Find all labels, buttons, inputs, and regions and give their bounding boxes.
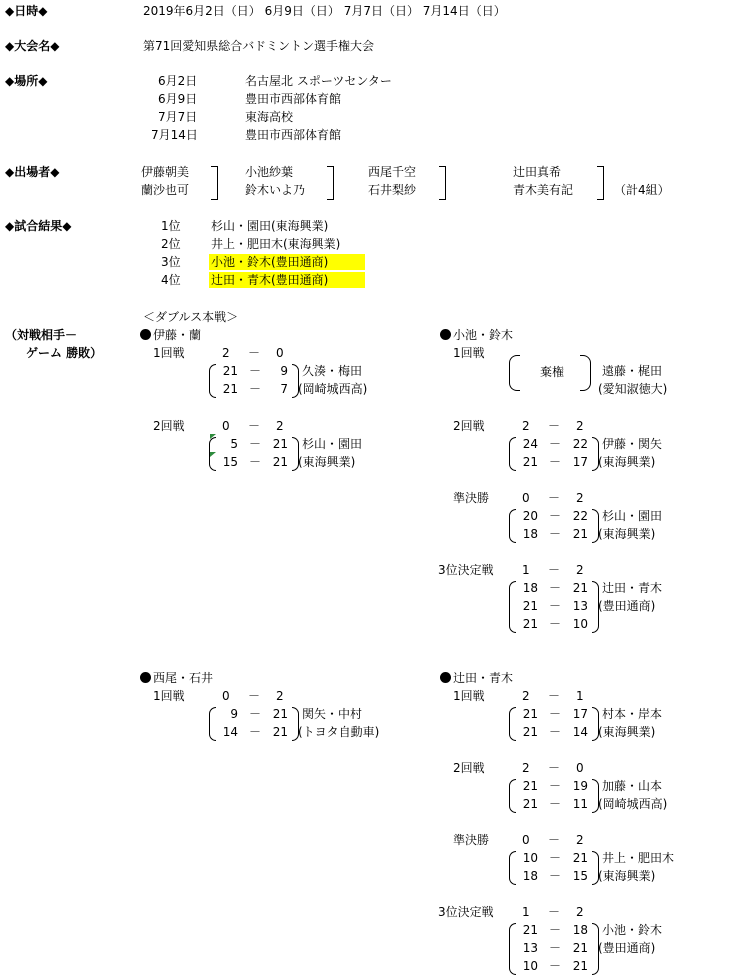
bracket-left	[509, 509, 516, 543]
match-score-dash: －	[548, 833, 561, 847]
match-score-dash: －	[248, 689, 261, 703]
bracket-right	[580, 355, 591, 391]
game-score-dash: －	[249, 364, 262, 378]
opponent-name: 小池・鈴木	[602, 923, 663, 937]
game-score-dash: －	[549, 797, 562, 811]
match-score-dash: －	[548, 761, 561, 775]
game-score-right: 17	[572, 707, 588, 721]
pair-bracket	[439, 166, 446, 200]
game-score-right: 17	[572, 455, 588, 469]
venue-place: 豊田市西部体育館	[245, 92, 342, 106]
match-score-left: 2	[522, 419, 530, 433]
game-score-right: 10	[572, 617, 588, 631]
opponent-name: 久湊・梅田	[302, 364, 363, 378]
match-score-left: 0	[522, 491, 530, 505]
match-score-dash: －	[548, 689, 561, 703]
game-score-left: 18	[522, 869, 538, 883]
pair-title	[140, 327, 201, 343]
game-score-right: 22	[572, 509, 588, 523]
bullet-icon	[140, 329, 151, 340]
match-score-left: 2	[222, 346, 230, 360]
game-score-right: 22	[572, 437, 588, 451]
game-score-dash: －	[549, 923, 562, 937]
match-score-left: 2	[522, 689, 530, 703]
event-label: ◆大会名◆	[5, 39, 60, 53]
pair-bracket	[327, 166, 334, 200]
round-label: 1回戦	[453, 689, 485, 703]
game-score-left: 21	[522, 923, 538, 937]
opponent-team: (岡崎城西高)	[598, 797, 668, 811]
venue-date: 6月2日	[158, 74, 198, 88]
round-label: 2回戦	[153, 419, 185, 433]
match-score-right: 0	[576, 761, 584, 775]
game-score-left: 14	[222, 725, 238, 739]
match-score-dash: －	[248, 419, 261, 433]
match-score-dash: －	[548, 905, 561, 919]
round-label: 3位決定戦	[438, 905, 494, 919]
match-score-right: 2	[576, 833, 584, 847]
pair-title	[440, 670, 513, 686]
opponent-team: (東海興業)	[598, 725, 656, 739]
game-score-dash: －	[249, 455, 262, 469]
game-score-dash: －	[549, 707, 562, 721]
bullet-icon	[440, 329, 451, 340]
match-score-right: 2	[276, 419, 284, 433]
bracket-left	[509, 581, 516, 633]
game-score-right: 18	[572, 923, 588, 937]
record-heading: ＜ダブルス本戦＞	[143, 310, 239, 324]
result-team-highlight: 辻田・青木(豊田通商)	[209, 272, 365, 288]
round-label: 1回戦	[153, 346, 185, 360]
result-rank: 4位	[161, 273, 181, 287]
game-score-left: 10	[522, 959, 538, 973]
match-score-left: 0	[222, 419, 230, 433]
match-score-right: 2	[576, 491, 584, 505]
game-score-left: 10	[522, 851, 538, 865]
match-score-right: 2	[576, 563, 584, 577]
results-label: ◆試合結果◆	[5, 219, 72, 233]
bullet-icon	[440, 672, 451, 683]
date-value: 2019年6月2日（日） 6月9日（日） 7月7日（日） 7月14日（日）	[143, 4, 506, 18]
player-name: 西尾千空	[368, 165, 417, 179]
game-score-dash: －	[549, 455, 562, 469]
player-name: 伊藤朝美	[141, 165, 190, 179]
game-score-dash: －	[249, 725, 262, 739]
game-score-right: 21	[572, 851, 588, 865]
game-score-dash: －	[549, 509, 562, 523]
match-score-left: 0	[522, 833, 530, 847]
bracket-left	[509, 437, 516, 471]
bracket-left	[509, 355, 520, 391]
players-label: ◆出場者◆	[5, 165, 60, 179]
opponent-name: 遠藤・梶田	[602, 364, 663, 378]
forfeit-label: 棄権	[540, 365, 565, 379]
game-score-left: 24	[522, 437, 538, 451]
game-score-dash: －	[549, 959, 562, 973]
match-score-left: 1	[522, 563, 530, 577]
round-label: 3位決定戦	[438, 563, 494, 577]
game-score-left: 18	[522, 581, 538, 595]
game-score-left: 21	[522, 617, 538, 631]
comment-marker-icon	[210, 434, 216, 439]
game-score-left: 9	[230, 707, 238, 721]
match-score-left: 2	[522, 761, 530, 775]
bracket-left	[209, 707, 216, 741]
game-score-right: 21	[572, 581, 588, 595]
result-team-highlight: 小池・鈴木(豊田通商)	[209, 254, 365, 270]
date-label: ◆日時◆	[5, 4, 48, 18]
game-score-left: 20	[522, 509, 538, 523]
game-score-right: 21	[572, 527, 588, 541]
result-rank: 2位	[161, 237, 181, 251]
player-name: 青木美有記	[513, 183, 574, 197]
match-score-dash: －	[248, 346, 261, 360]
round-label: 2回戦	[453, 761, 485, 775]
game-score-right: 13	[572, 599, 588, 613]
opponent-team: (東海興業)	[298, 455, 356, 469]
game-score-dash: －	[549, 941, 562, 955]
opponent-name: 井上・肥田木	[602, 851, 675, 865]
opponent-name: 杉山・園田	[302, 437, 363, 451]
match-score-left: 1	[522, 905, 530, 919]
opponent-team: (東海興業)	[598, 527, 656, 541]
pair-title	[140, 670, 213, 686]
game-score-left: 21	[522, 797, 538, 811]
opponent-team: (東海興業)	[598, 455, 656, 469]
opponent-team: (豊田通商)	[598, 941, 656, 955]
game-score-right: 7	[280, 382, 288, 396]
game-score-right: 21	[272, 725, 288, 739]
game-score-dash: －	[549, 527, 562, 541]
pair-name: 伊藤・蘭	[153, 328, 202, 342]
game-score-left: 21	[522, 725, 538, 739]
opponent-name: 関矢・中村	[302, 707, 363, 721]
opponent-name: 加藤・山本	[602, 779, 663, 793]
opponent-team: (岡崎城西高)	[298, 382, 368, 396]
game-score-dash: －	[549, 617, 562, 631]
pair-name: 小池・鈴木	[453, 328, 514, 342]
game-score-right: 21	[572, 959, 588, 973]
game-score-left: 18	[522, 527, 538, 541]
game-score-dash: －	[549, 779, 562, 793]
opponent-team: (豊田通商)	[598, 599, 656, 613]
game-score-dash: －	[549, 599, 562, 613]
bracket-left	[509, 779, 516, 813]
game-score-left: 21	[222, 364, 238, 378]
opponent-team: (トヨタ自動車)	[298, 725, 380, 739]
game-score-left: 21	[222, 382, 238, 396]
player-name: 鈴木いよ乃	[245, 183, 306, 197]
opponent-team: (愛知淑徳大)	[598, 382, 668, 396]
match-score-dash: －	[548, 419, 561, 433]
result-rank: 1位	[161, 219, 181, 233]
match-score-left: 0	[222, 689, 230, 703]
match-score-right: 0	[276, 346, 284, 360]
game-score-dash: －	[549, 437, 562, 451]
bracket-left	[209, 364, 216, 398]
round-label: 準決勝	[453, 833, 490, 847]
game-score-left: 21	[522, 599, 538, 613]
pair-title	[440, 327, 513, 343]
pair-name: 辻田・青木	[453, 671, 514, 685]
bracket-left	[509, 707, 516, 741]
venue-place: 東海高校	[245, 110, 294, 124]
game-score-dash: －	[249, 707, 262, 721]
comment-marker-icon	[210, 452, 216, 457]
opponent-name: 伊藤・関矢	[602, 437, 663, 451]
game-score-dash: －	[549, 725, 562, 739]
player-name: 石井梨紗	[368, 183, 417, 197]
result-team: 杉山・園田(東海興業)	[211, 219, 329, 233]
match-score-right: 2	[576, 905, 584, 919]
match-score-right: 2	[276, 689, 284, 703]
round-label: 準決勝	[453, 491, 490, 505]
game-score-left: 21	[522, 707, 538, 721]
game-score-right: 14	[572, 725, 588, 739]
game-score-right: 9	[280, 364, 288, 378]
game-score-dash: －	[549, 869, 562, 883]
game-score-right: 21	[272, 455, 288, 469]
game-score-right: 19	[572, 779, 588, 793]
pair-name: 西尾・石井	[153, 671, 214, 685]
match-score-right: 2	[576, 419, 584, 433]
bullet-icon	[140, 672, 151, 683]
game-score-right: 21	[572, 941, 588, 955]
bracket-left	[509, 923, 516, 975]
match-score-dash: －	[548, 563, 561, 577]
round-label: 1回戦	[453, 346, 485, 360]
record-label-line2: ゲーム 勝敗）	[26, 346, 103, 360]
venue-date: 7月7日	[158, 110, 198, 124]
game-score-right: 21	[272, 437, 288, 451]
player-name: 蘭沙也可	[141, 183, 190, 197]
player-name: 小池紗葉	[245, 165, 294, 179]
venue-date: 7月14日	[151, 128, 198, 142]
result-team: 井上・肥田木(東海興業)	[211, 237, 341, 251]
bracket-left	[509, 851, 516, 885]
game-score-right: 21	[272, 707, 288, 721]
game-score-left: 13	[522, 941, 538, 955]
venue-place: 名古屋北 スポーツセンター	[245, 74, 392, 88]
game-score-dash: －	[549, 851, 562, 865]
game-score-left: 21	[522, 455, 538, 469]
pairs-total: （計4組）	[614, 183, 670, 197]
venue-place: 豊田市西部体育館	[245, 128, 342, 142]
record-label-line1: （対戦相手－	[5, 328, 78, 342]
match-score-dash: －	[548, 491, 561, 505]
game-score-dash: －	[549, 581, 562, 595]
venue-date: 6月9日	[158, 92, 198, 106]
result-rank: 3位	[161, 255, 181, 269]
venue-label: ◆場所◆	[5, 74, 48, 88]
game-score-right: 15	[572, 869, 588, 883]
game-score-left: 15	[222, 455, 238, 469]
player-name: 辻田真希	[513, 165, 562, 179]
round-label: 1回戦	[153, 689, 185, 703]
game-score-right: 11	[572, 797, 588, 811]
game-score-left: 21	[522, 779, 538, 793]
opponent-name: 杉山・園田	[602, 509, 663, 523]
pair-bracket	[597, 166, 604, 200]
game-score-dash: －	[249, 437, 262, 451]
game-score-dash: －	[249, 382, 262, 396]
opponent-team: (東海興業)	[598, 869, 656, 883]
game-score-left: 5	[230, 437, 238, 451]
match-score-right: 1	[576, 689, 584, 703]
opponent-name: 辻田・青木	[602, 581, 663, 595]
pair-bracket	[211, 166, 218, 200]
opponent-name: 村本・岸本	[602, 707, 663, 721]
event-value: 第71回愛知県総合バドミントン選手権大会	[143, 39, 375, 53]
round-label: 2回戦	[453, 419, 485, 433]
